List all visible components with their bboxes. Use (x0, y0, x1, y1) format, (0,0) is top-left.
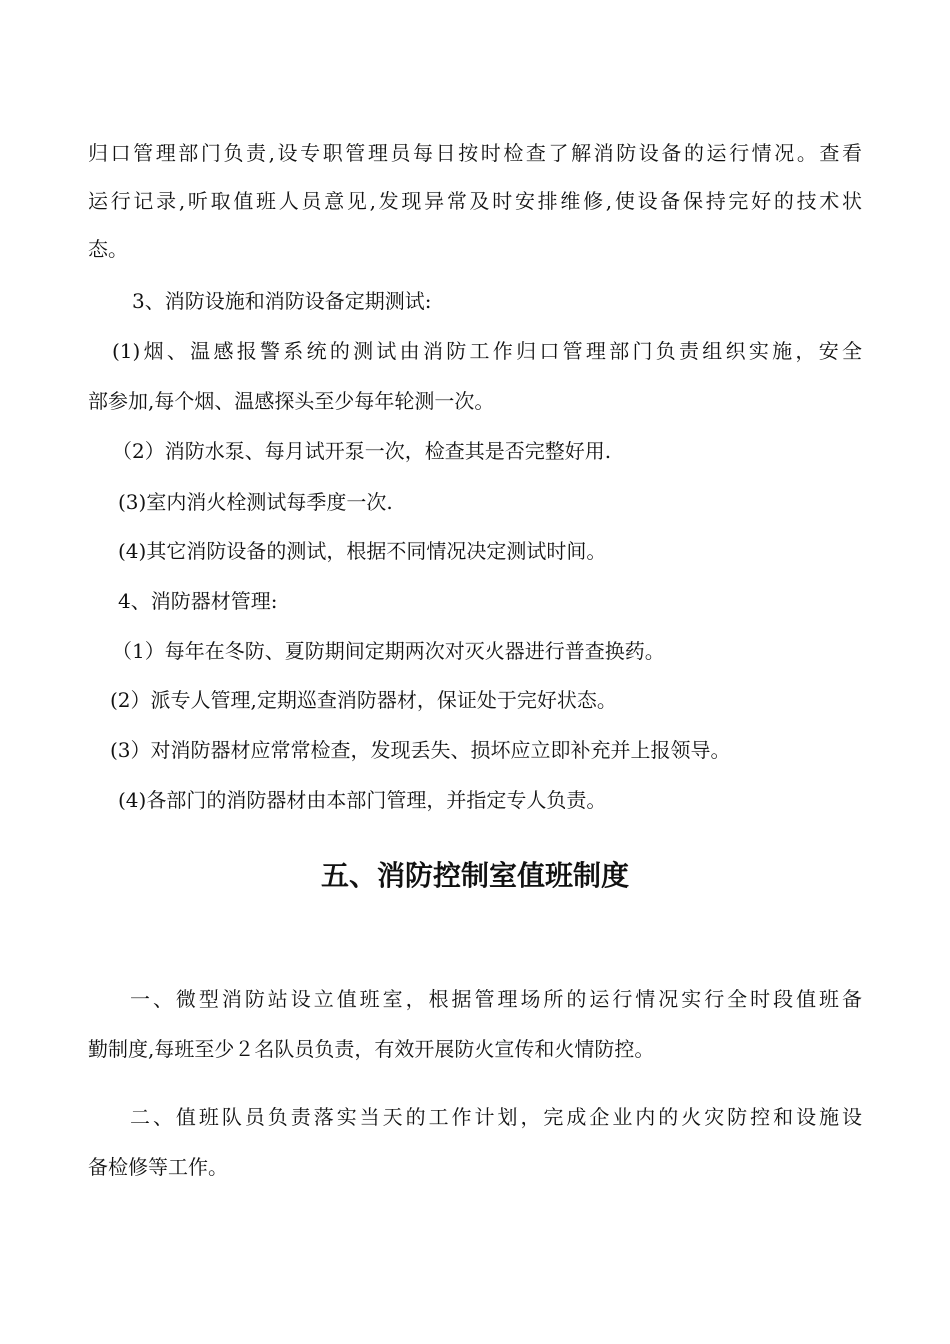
section-3-title: 3、消防设施和消防设备定期测试: (132, 289, 432, 313)
section-3-item-1-line-2: 部参加,每个烟、温感探头至少每年轮测一次。 (88, 389, 495, 413)
chapter-5-para-2-line-2: 备检修等工作。 (88, 1155, 228, 1179)
section-4-item-1: （1）每年在冬防、夏防期间定期两次对灭火器进行普查换药。 (112, 639, 665, 663)
section-4-item-4: (4)各部门的消防器材由本部门管理，并指定专人负责。 (118, 788, 607, 812)
chapter-5-heading: 五、消防控制室值班制度 (320, 859, 629, 892)
chapter-5-para-2-line-1: 二、值班队员负责落实当天的工作计划，完成企业内的火灾防控和设施设 (130, 1105, 862, 1129)
intro-line-2: 运行记录,听取值班人员意见,发现异常及时安排维修,使设备保持完好的技术状 (88, 189, 862, 213)
section-3-item-4: (4)其它消防设备的测试，根据不同情况决定测试时间。 (118, 539, 607, 563)
chapter-5-para-1-line-2: 勤制度,每班至少２名队员负责，有效开展防火宣传和火情防控。 (88, 1037, 655, 1061)
section-4-title: 4、消防器材管理: (118, 589, 278, 613)
section-4-item-3: (3）对消防器材应常常检查，发现丢失、损坏应立即补充并上报领导。 (110, 738, 731, 762)
section-3-item-3: (3)室内消火栓测试每季度一次. (118, 490, 393, 514)
section-3-item-1-line-1: (1)烟、温感报警系统的测试由消防工作归口管理部门负责组织实施，安全 (112, 339, 862, 363)
intro-line-3: 态。 (88, 237, 128, 261)
chapter-5-para-1-line-1: 一、微型消防站设立值班室，根据管理场所的运行情况实行全时段值班备 (130, 987, 862, 1011)
section-4-item-2: (2）派专人管理,定期巡查消防器材，保证处于完好状态。 (110, 688, 617, 712)
intro-line-1: 归口管理部门负责,设专职管理员每日按时检查了解消防设备的运行情况。查看 (88, 141, 862, 165)
section-3-item-2: （2）消防水泵、每月试开泵一次，检查其是否完整好用. (112, 439, 612, 463)
